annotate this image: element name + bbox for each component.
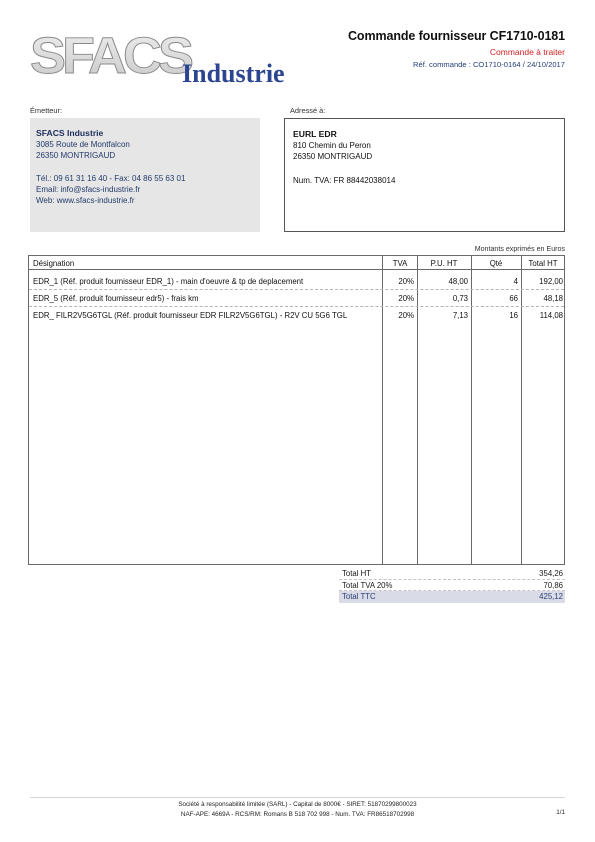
recipient-name: EURL EDR <box>293 129 337 139</box>
line-quantity: 4 <box>513 277 518 286</box>
line-unit-price: 0,73 <box>452 294 468 303</box>
header-designation: Désignation <box>33 259 75 268</box>
page-number: 1/1 <box>556 809 565 816</box>
total-ttc-row <box>339 591 565 603</box>
footer-divider <box>30 797 565 798</box>
line-designation: EDR_1 (Réf. produit fournisseur EDR_1) - main d'oeuvre & tp de deplacement <box>33 277 304 286</box>
line-designation: EDR_ FILR2V5G6TGL (Réf. produit fournisseur EDR FILR2V5G6TGL) - R2V CU 5G6 TGL <box>33 311 348 320</box>
footer-line-2: NAF-APE: 4669A - RCS/RM: Romans B 518 702 998 - Num. TVA: FR86518702998 <box>180 810 415 818</box>
line-tva: 20% <box>398 277 414 286</box>
footer-line-1: Société à responsabilité limitée (SARL) - Capital de 8000€ - SIRET: 51870299800023 <box>178 801 417 808</box>
total-ht-label: Total HT <box>342 569 372 578</box>
header-quantity: Qté <box>489 259 503 268</box>
total-ht-value: 354,26 <box>539 569 563 578</box>
line-total: 114,08 <box>539 311 563 320</box>
sender-website: Web: www.sfacs-industrie.fr <box>36 196 135 206</box>
totals-block <box>339 568 565 603</box>
header-unit-price: P.U. HT <box>430 259 458 268</box>
sender-label: Émetteur: <box>30 106 63 115</box>
total-ttc-value: 425,12 <box>539 592 563 601</box>
table-row <box>29 273 564 290</box>
total-tva-value: 70,86 <box>543 580 563 590</box>
recipient-address-line-1: 810 Chemin du Peron <box>293 141 371 151</box>
total-tva-label: Total TVA 20% <box>342 580 393 590</box>
recipient-address-line-2: 26350 MONTRIGAUD <box>293 152 373 162</box>
table-row <box>29 307 564 347</box>
line-tva: 20% <box>398 294 414 303</box>
currency-note: Montants exprimés en Euros <box>474 245 565 253</box>
line-total: 48,18 <box>543 294 563 303</box>
line-designation: EDR_5 (Réf. produit fournisseur edr5) - frais km <box>33 294 199 303</box>
svg-text:SFACS: SFACS <box>30 31 191 85</box>
order-status: Commande à traiter <box>489 47 565 57</box>
sender-address-line-2: 26350 MONTRIGAUD <box>36 151 116 161</box>
document-header <box>348 29 565 69</box>
sender-name: SFACS Industrie <box>36 128 104 138</box>
recipient-vat-number: Num. TVA: FR 88442038014 <box>293 175 396 185</box>
legal-footer <box>0 800 595 819</box>
order-lines-table <box>28 255 565 565</box>
line-total: 192,00 <box>539 277 563 286</box>
sender-address-line-1: 3085 Route de Montfalcon <box>36 140 130 150</box>
total-ht-row <box>339 568 565 580</box>
total-ttc-label: Total TTC <box>342 592 376 601</box>
total-tva-row <box>339 580 565 592</box>
line-quantity: 16 <box>509 311 518 320</box>
sender-phone-fax: Tél.: 09 61 31 16 40 - Fax: 04 86 55 63 01 <box>36 173 186 183</box>
company-logo <box>30 31 315 87</box>
line-unit-price: 48,00 <box>448 277 468 286</box>
document-title: Commande fournisseur CF1710-0181 <box>347 29 565 43</box>
order-reference: Réf. commande : CO1710-0164 / 24/10/2017 <box>413 60 565 69</box>
header-tva: TVA <box>392 259 408 268</box>
line-tva: 20% <box>398 311 414 320</box>
table-row <box>29 290 564 307</box>
line-quantity: 66 <box>509 294 518 303</box>
svg-text:Industrie: Industrie <box>182 59 285 87</box>
recipient-label: Adressé à: <box>290 106 326 115</box>
table-header-row <box>29 256 564 270</box>
line-unit-price: 7,13 <box>452 311 468 320</box>
sender-email: Email: info@sfacs-industrie.fr <box>36 184 141 194</box>
recipient-block <box>284 118 565 232</box>
header-total: Total HT <box>528 259 558 268</box>
sender-block <box>30 118 260 232</box>
